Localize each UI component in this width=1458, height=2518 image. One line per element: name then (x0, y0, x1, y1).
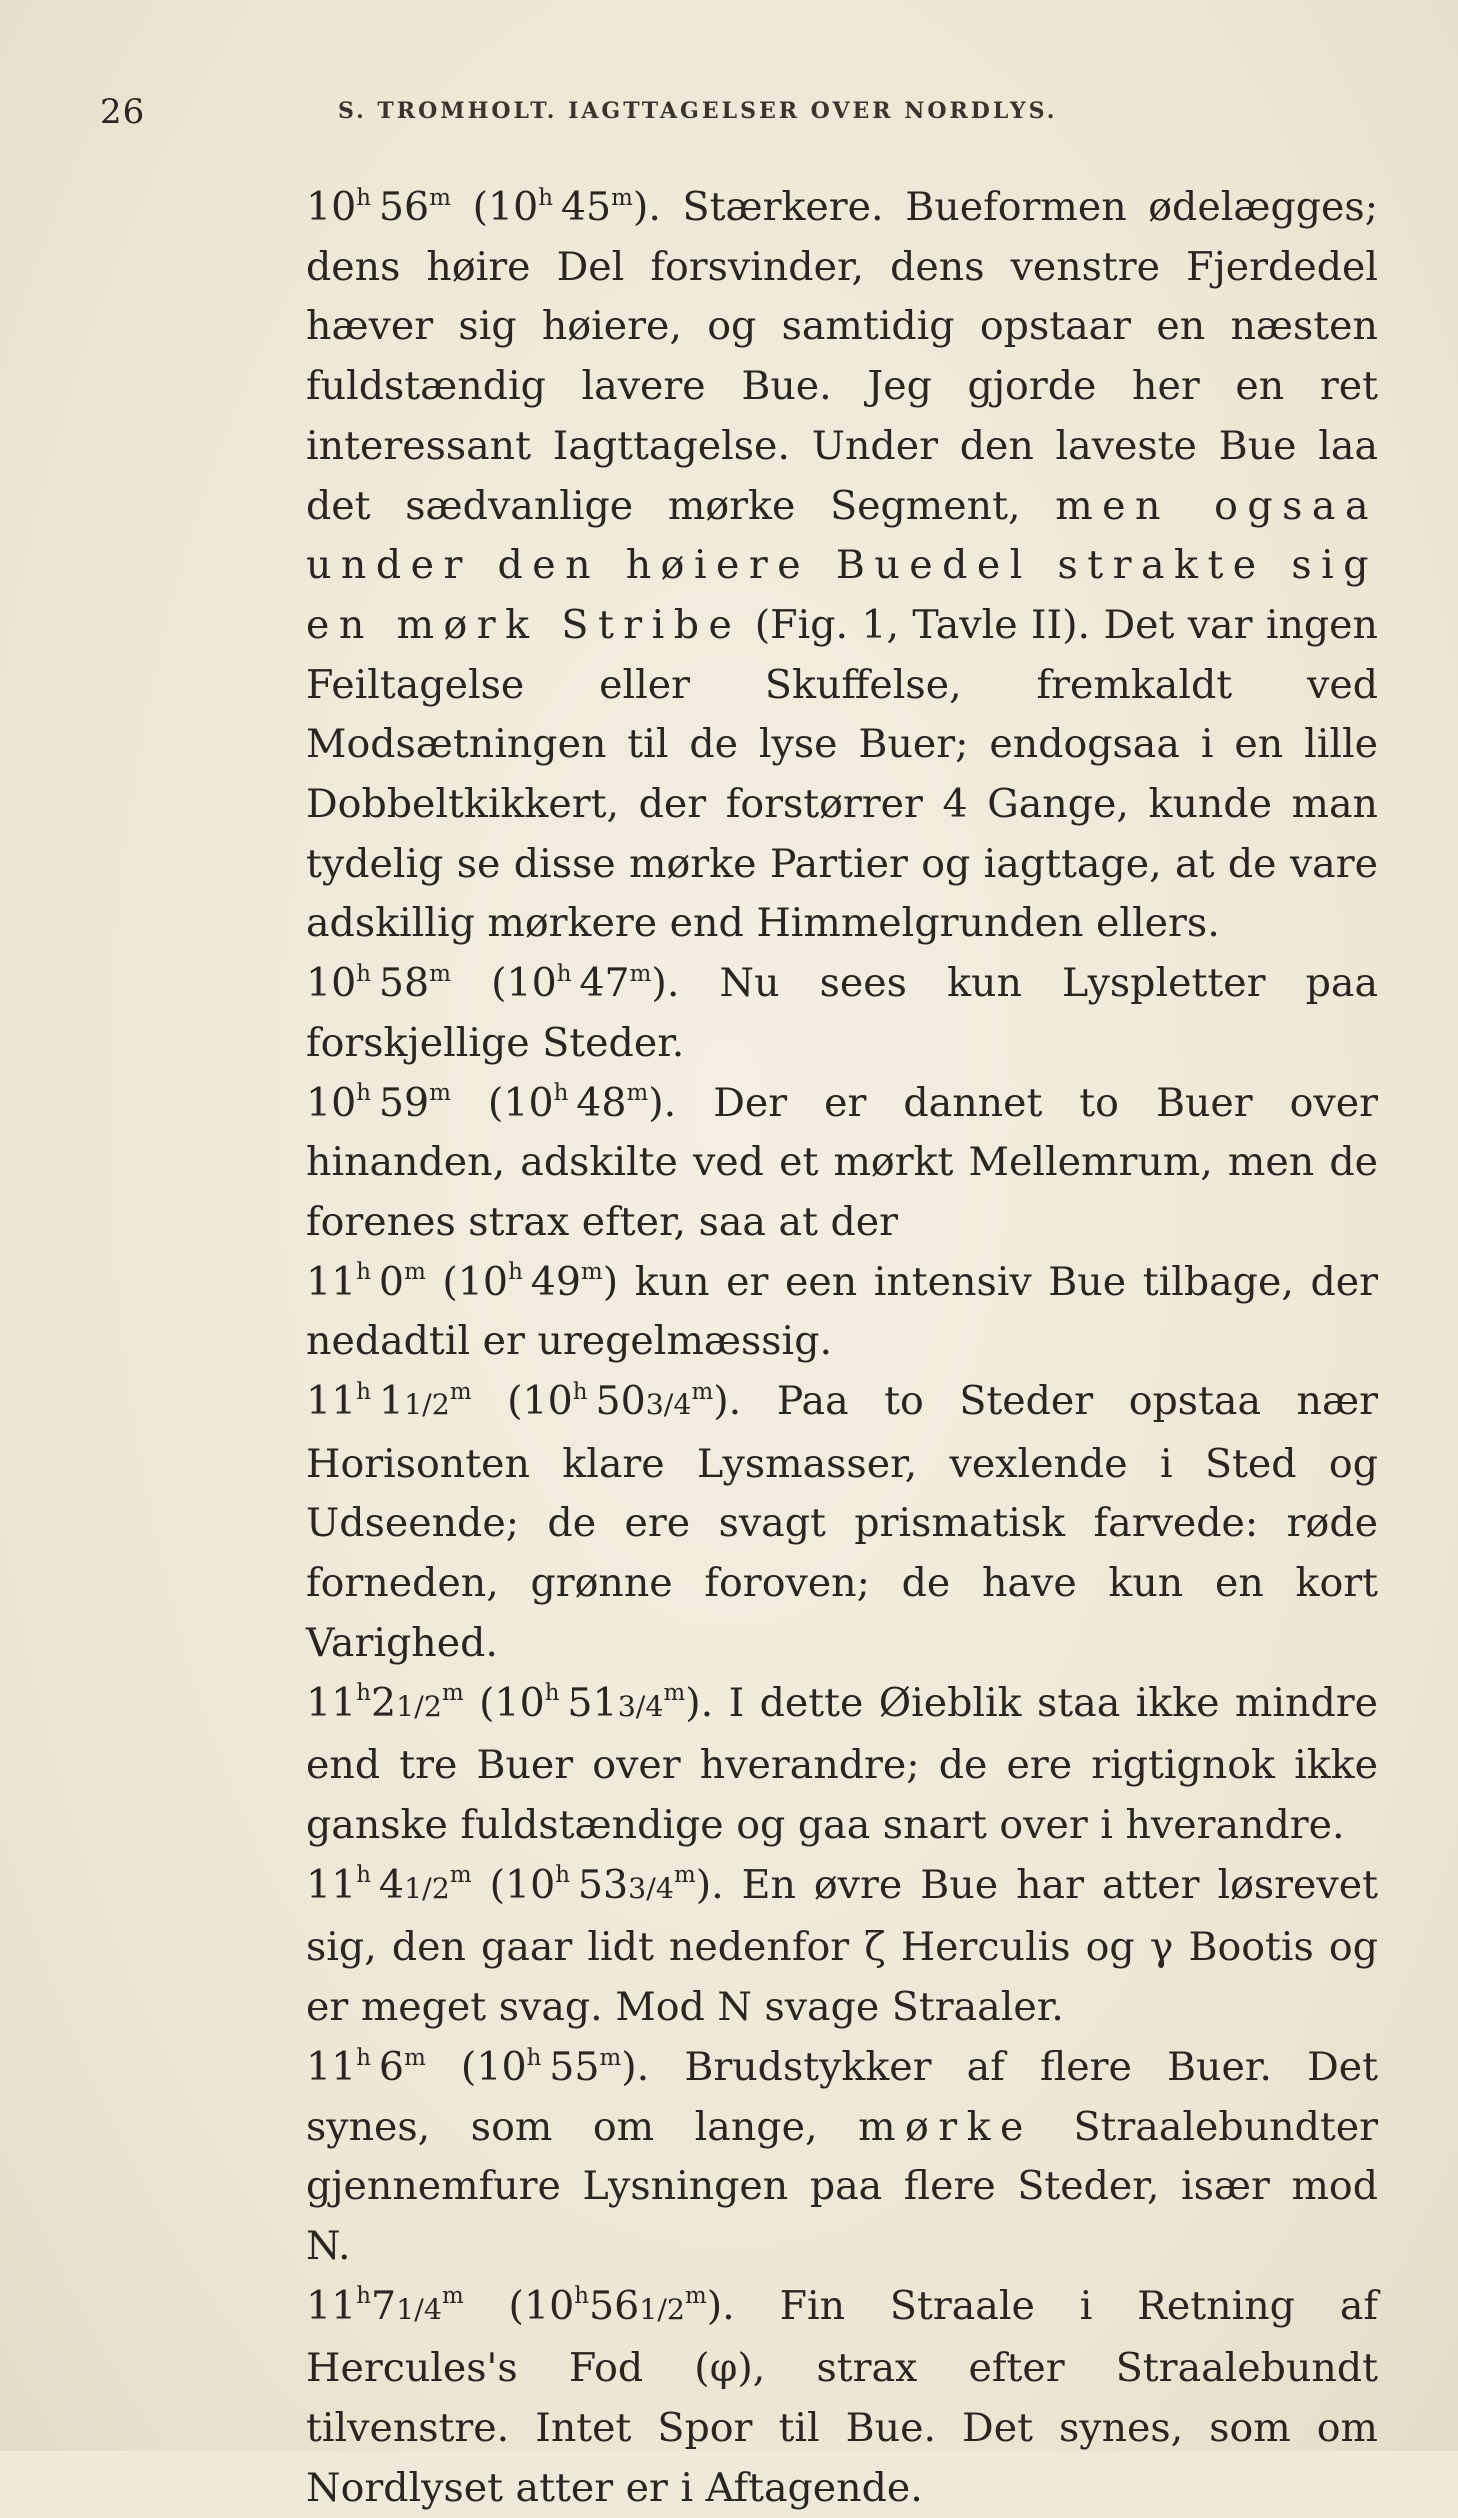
entry-text: ). I dette Øieblik staa ikke mindre end tre Buer over hverandre; de ere rigtignok ikke ganske fuldstændige og gaa snart over i hverandre. (306, 1679, 1379, 1848)
entry-text: ). Der er dannet to Buer over hinanden, adskilte ved et mørkt Mellemrum, men de forenes strax efter, saa at der (306, 1079, 1379, 1245)
timestamp: 11$^h$ 0$^m$ (10$^h$ 49$^m$ (306, 1258, 603, 1305)
entry-text: ). Stærkere. Bueformen ødelægges; dens høire Del forsvinder, dens venstre Fjerdedel hæver sig høiere, og samtidig opstaar en næsten fuldstændig lavere Bue. Jeg gjorde her en ret interessant Iagttagelse. Under den laveste Bue laa det sædvanlige mørke Segment, (306, 184, 1379, 529)
timestamp: 11$^h$21/2$^m$ (10$^h$ 513/4$^m$ (306, 1679, 686, 1726)
entry-11h1m (306, 1372, 1378, 1674)
entry-text-cont: Straalebundter gjennemfure Lysningen paa flere Steder, især mod N. (306, 2103, 1378, 2269)
entry-text-cont: (Fig. 1, Tavle II). Det var ingen Feiltagelse eller Skuffelse, fremkaldt ved Modsætningen til de lyse Buer; endogsaa i en lille Dobbeltkikkert, der forstørrer 4 Gange, kunde man tydelig se disse mørke Partier og iagttage, at de vare adskillig mørkere end Himmelgrunden ellers. (306, 601, 1378, 947)
entry-text: ). Brudstykker af flere Buer. Det synes, som om lange, (306, 2043, 1379, 2150)
timestamp: 10$^h$ 59$^m$ (10$^h$ 48$^m$ (306, 1079, 649, 1126)
entry-text: ) kun er een intensiv Bue tilbage, der nedadtil er uregelmæssig. (306, 1258, 1379, 1365)
entry-11h4m (306, 1856, 1378, 2038)
timestamp: 11$^h$ 6$^m$ (10$^h$ 55$^m$ (306, 2043, 622, 2090)
timestamp: 11$^h$ 11/2$^m$ (10$^h$ 503/4$^m$ (306, 1378, 714, 1425)
entry-text: ). Paa to Steder opstaa nær Horisonten klare Lysmasser, vexlende i Sted og Udseende; de ere svagt prismatisk farvede: røde forneden, grønne foroven; de have kun en kort Varighed. (306, 1378, 1379, 1666)
page-number: 26 (100, 92, 146, 132)
entry-text: ). En øvre Bue har atter løsrevet sig, den gaar lidt nedenfor ζ Herculis og γ Bootis og er meget svag. Mod N svage Straaler. (306, 1861, 1378, 2031)
timestamp: 10$^h$ 58$^m$ (10$^h$ 47$^m$ (306, 960, 652, 1007)
entry-11h6m (306, 2038, 1378, 2277)
entry-11h7m (306, 2277, 1378, 2518)
spaced-emphasis: mørke (858, 2103, 1033, 2150)
timestamp: 11$^h$71/4$^m$ (10$^h$561/2$^m$ (306, 2282, 707, 2329)
entry-10h59m (306, 1074, 1378, 1253)
entry-10h56m (306, 178, 1378, 954)
running-head: S. TROMHOLT. IAGTTAGELSER OVER NORDLYS. (338, 98, 1058, 124)
timestamp: 11$^h$ 41/2$^m$ (10$^h$ 533/4$^m$ (306, 1861, 696, 1908)
page-header (100, 92, 1380, 142)
entry-text: ). Nu sees kun Lyspletter paa forskjellige Steder. (306, 960, 1378, 1066)
entry-text: ). Fin Straale i Retning af Hercules's Fod (φ), strax efter Straalebundt tilvenstre. Intet Spor til Bue. Det synes, som om Nordlyset atter er i Aftagende. (306, 2282, 1378, 2511)
entry-10h58m (306, 954, 1378, 1073)
timestamp: 10$^h$ 56$^m$ (10$^h$ 45$^m$ (306, 184, 633, 230)
body-text (306, 178, 1378, 2518)
spaced-emphasis: men ogsaa under den høiere Buedel strakte sig en mørk Stribe (306, 482, 1378, 648)
entry-11h2m (306, 1674, 1378, 1856)
entry-11h0m (306, 1253, 1378, 1372)
